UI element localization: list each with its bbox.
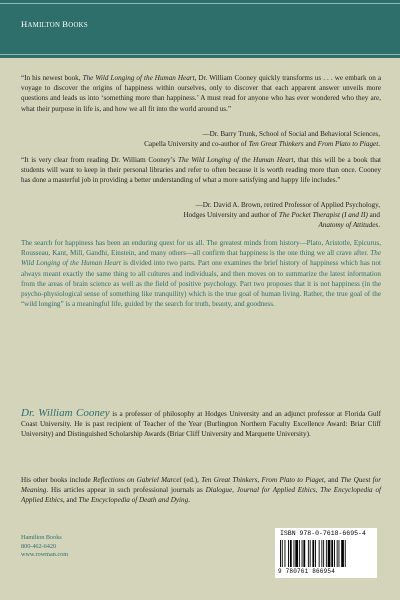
author-bio: Dr. William Cooney is a professor of philosophy at Hodges University and an adjunct professor at Florida Gulf Coast University. He is past recipient of Teacher of the Year (Burlington Northern Faculty Excellence Award: Briar Cliff University) and Distinguished Scholarship Awards (Briar Cliff University and Marquette University). <box>21 407 381 439</box>
isbn-barcode <box>275 528 377 578</box>
endorsement-quote-1: “In his newest book, The Wild Longing of the Human Heart, Dr. William Cooney quickly transforms us . . . we embark on a voyage to discover the origins of happiness within ourselves, only to discover that each apparent answer unveils more questions and leads us into ‘something more than happiness.’ A must read for anyone who has ever wondered who they are, what their purpose in life is, and how we all fit into the world around us.” <box>21 74 381 113</box>
barcode-bar <box>312 540 314 567</box>
barcode-bar <box>280 540 281 567</box>
endorsement-attribution-2: —Dr. David A. Brown, retired Professor of Applied Psychology, Hodges University and author of The Pocket Therapist (I and II) and Anatomy of Attitudes. <box>183 201 380 230</box>
barcode-bar <box>282 540 283 567</box>
barcode-bar <box>323 540 324 567</box>
book-summary: The search for happiness has been an enduring quest for us all. The greatest minds from history—Plato, Aristotle, Epicurus, Rousseau, Kant, Mill, Gandhi, Einstein, and many others—all confirm that happiness is the one thing we all crave after. The Wild Longing of the Human Heart is divided into two parts. Part one examines the brief history of happiness which has not always meant exactly the same thing to all cultures and individuals, and then moves on to summarize the latest information from the areas of brain science as well as the field of positive psychology. Part two proposes that it is not happiness (in the psycho-physiological sense of something like tranquility) which is the true goal of human living. Rather, the true goal of the “wild longing” is a meaningful life, guided by the search for truth, beauty, and goodness. <box>21 239 381 309</box>
barcode-bar <box>328 540 331 567</box>
publisher-phone: 800-462-6420 <box>21 542 57 550</box>
barcode-digits: 9 780761 866954 <box>278 568 336 575</box>
barcode-bar <box>303 540 305 567</box>
barcode-bars <box>280 540 372 567</box>
other-books: His other books include Reflections on Gabriel Marcel (ed.), Ten Great Thinkers, From Plato to Piaget, and The Quest for Meaning. His articles appear in such professional journals as Dialogue, Journal for Applied Ethics, The Encyclopedia of Applied Ethics, and The Encyclopedia of Death and Dying. <box>21 476 382 505</box>
top-rule <box>0 3 400 4</box>
barcode-bar <box>294 540 295 567</box>
author-name: Dr. William Cooney <box>21 407 110 419</box>
barcode-bar <box>341 540 344 567</box>
barcode-bar <box>290 540 292 567</box>
publisher-url: www.rowman.com <box>21 551 69 559</box>
barcode-bar <box>339 540 340 567</box>
barcode-bar <box>326 540 327 567</box>
publisher-contact <box>21 534 68 560</box>
barcode-bar <box>315 540 316 567</box>
endorsement-quote-2: “It is very clear from reading Dr. William Cooney’s The Wild Longing of the Human Heart, that this will be a book that students will want to keep in their personal libraries and refer to often because it is worth reading more than once. Cooney has done a masterful job in providing a better understanding of what a more satisfying and happy life includes.” <box>21 156 381 185</box>
barcode-bar <box>302 540 303 567</box>
barcode-bar <box>299 540 300 567</box>
publisher-band <box>0 0 400 58</box>
barcode-bar <box>285 540 286 567</box>
barcode-bar <box>334 540 335 567</box>
barcode-bar <box>337 540 338 567</box>
barcode-bar <box>288 540 289 567</box>
endorsement-attribution-1: —Dr. Barry Trunk, School of Social and Behavioral Sciences, Capella University and co-author of Ten Great Thinkers and From Plato to Piaget. <box>144 130 380 149</box>
barcode-bar <box>308 540 309 567</box>
barcode-bar <box>310 540 311 567</box>
isbn-number: ISBN 978-0-7618-6695-4 <box>280 530 366 537</box>
barcode-bar <box>331 540 333 567</box>
barcode-bar <box>321 540 322 567</box>
publisher-imprint: HAMILTON BOOKS <box>21 19 88 29</box>
barcode-bar <box>295 540 298 567</box>
barcode-bar <box>319 540 320 567</box>
publisher-name: Hamilton Books <box>21 534 62 541</box>
barcode-bar <box>345 540 346 567</box>
bottom-rule <box>0 54 400 55</box>
